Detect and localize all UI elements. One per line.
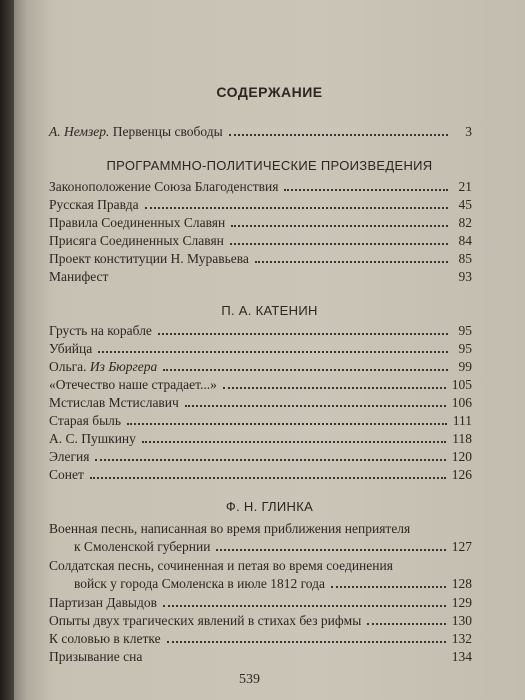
toc-entry: Законоположение Союза Благоденствия 21 — [49, 179, 472, 194]
toc-entry: Сонет 126 — [49, 467, 472, 482]
toc-entry: Грусть на корабле 95 — [49, 323, 472, 338]
dot-leader — [223, 387, 446, 389]
dot-leader — [230, 243, 448, 245]
dot-leader — [331, 575, 446, 588]
dot-leader — [98, 351, 448, 353]
dot-leader — [95, 459, 445, 461]
toc-entry: А. С. Пушкину 118 — [49, 431, 472, 446]
dot-leader — [145, 207, 448, 209]
dot-leader — [185, 405, 446, 407]
intro-author: А. Немзер. — [49, 124, 110, 139]
dot-leader — [127, 423, 447, 425]
section-heading-glinka: Ф. Н. ГЛИНКА — [225, 499, 314, 514]
toc-entry: Правила Соединенных Славян 82 — [49, 215, 472, 230]
intro-title: Первенцы свободы — [112, 124, 223, 139]
toc-entry: Партизан Давыдов 129 — [49, 595, 472, 610]
dot-leader — [167, 641, 446, 643]
toc-entry-continuation: войск у города Смоленска в июле 1812 года 128 — [74, 576, 472, 591]
toc-entry: Манифест 93 — [49, 269, 472, 284]
toc-entry-intro — [49, 123, 472, 141]
dot-leader — [367, 623, 445, 625]
book-page — [14, 0, 525, 700]
toc-entry: Проект конституции Н. Муравьева 85 — [49, 251, 472, 266]
dot-leader — [158, 333, 448, 335]
dot-leader — [255, 261, 448, 263]
dot-leader — [142, 441, 446, 443]
toc-entry-continuation: к Смоленской губернии 127 — [74, 539, 472, 554]
book-spine-shadow — [0, 0, 14, 700]
toc-entry: Солдатская песнь, сочиненная и петая во время соединения — [49, 558, 393, 573]
toc-entry: Старая быль 111 — [49, 413, 472, 428]
section-heading-katenin: П. А. КАТЕНИН — [221, 303, 318, 318]
dot-leader — [216, 538, 445, 551]
toc-entry: Русская Правда 45 — [49, 197, 472, 212]
page-number: 539 — [239, 672, 260, 687]
toc-entry: Присяга Соединенных Славян 84 — [49, 233, 472, 248]
toc-entry: Военная песнь, написанная во время приближения неприятеля — [49, 521, 411, 536]
page-ref: 3 — [465, 124, 472, 139]
toc-entry: Мстислав Мстиславич 106 — [49, 395, 472, 410]
toc-entry: Убийца 95 — [49, 341, 472, 356]
dot-leader — [231, 225, 448, 227]
dot-leader — [163, 369, 448, 371]
toc-entry: Призывание сна 134 — [49, 649, 472, 664]
toc-entry: Ольга. Из Бюргера 99 — [49, 359, 472, 374]
toc-entry: Опыты двух трагических явлений в стихах без рифмы 130 — [49, 613, 472, 628]
toc-entry: К соловью в клетке 132 — [49, 631, 472, 646]
section-heading-political: ПРОГРАММНО-ПОЛИТИЧЕСКИЕ ПРОИЗВЕДЕНИЯ — [106, 158, 433, 173]
dot-leader — [229, 134, 448, 136]
toc-entry: «Отечество наше страдает...» 105 — [49, 377, 472, 392]
dot-leader — [163, 605, 446, 607]
dot-leader — [284, 189, 448, 191]
toc-entry: Элегия 120 — [49, 449, 472, 464]
page-title: СОДЕРЖАНИЕ — [216, 84, 323, 100]
dot-leader — [90, 477, 446, 479]
